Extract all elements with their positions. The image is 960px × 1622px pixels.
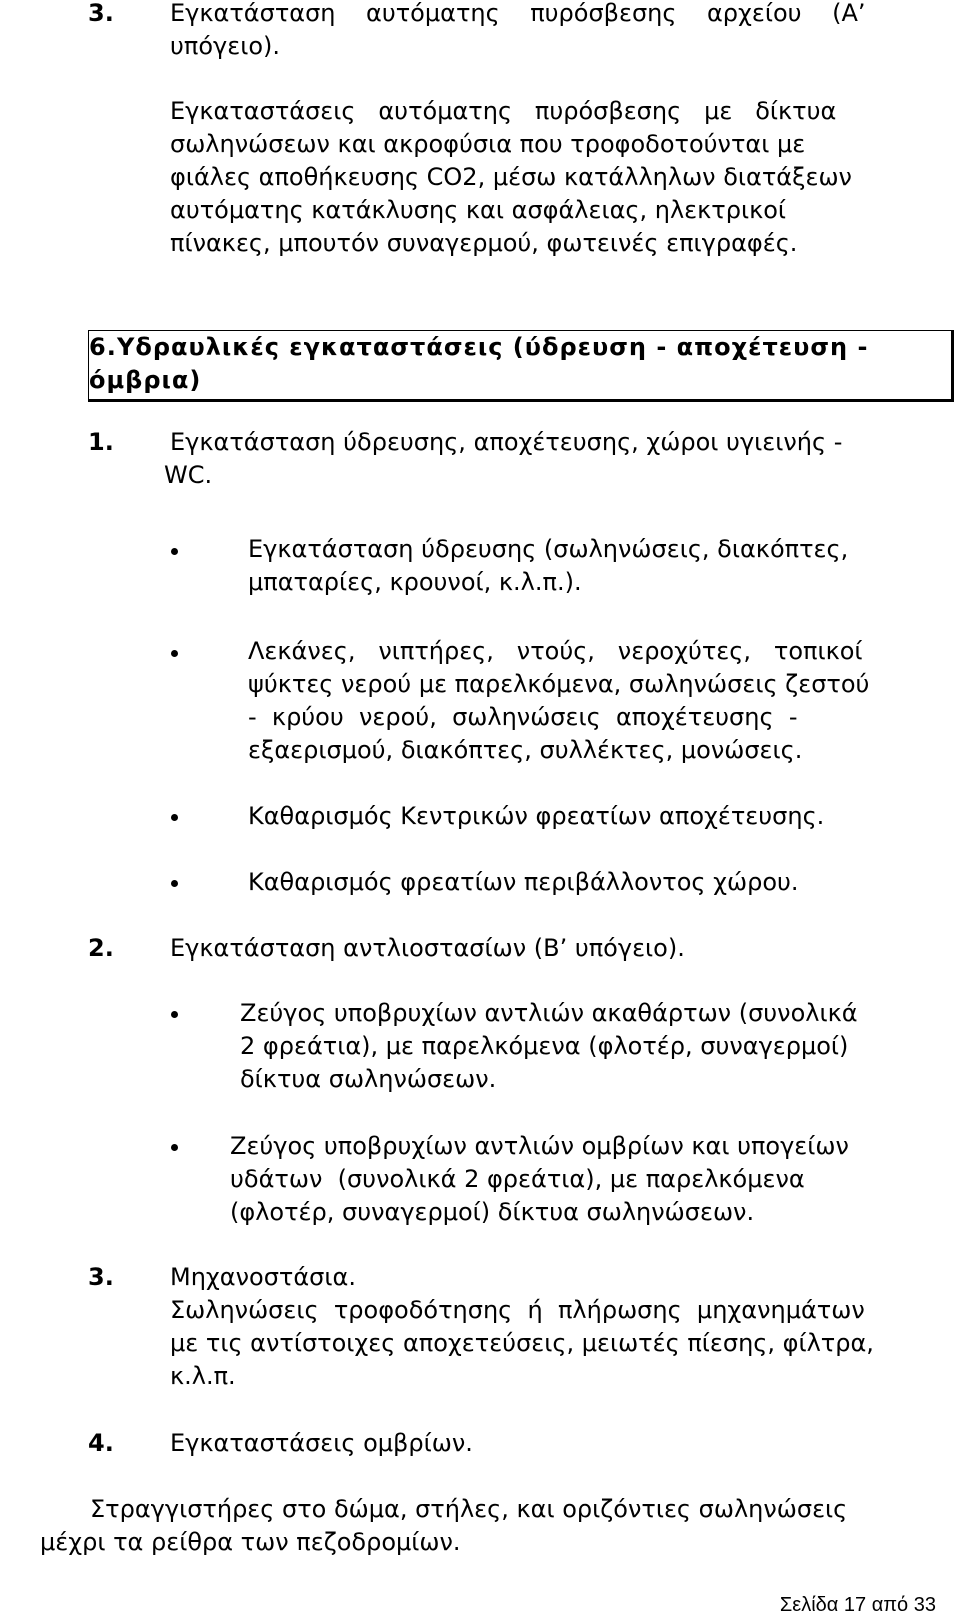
bullet-icon (171, 814, 178, 821)
list-item (230, 1130, 940, 1229)
paragraph-line: αυτόματης κατάκλυσης και ασφάλειας, ηλεκτρικοί (170, 196, 787, 224)
item-block (170, 1261, 950, 1393)
paragraph-line: μέχρι τα ρείθρα των πεζοδρομίων. (40, 1528, 461, 1556)
paragraph-line: κ.λ.π. (170, 1362, 236, 1390)
item-number: 1. (88, 428, 114, 456)
item-title (170, 0, 950, 63)
title-line: Εγκατάσταση αυτόματης πυρόσβεσης αρχείου (Α’ (170, 0, 866, 27)
paragraph-line: Σωληνώσεις τροφοδότησης ή πλήρωσης μηχανημάτων (170, 1296, 865, 1324)
bullet-icon (171, 650, 178, 657)
list-item: Καθαρισμός Κεντρικών φρεατίων αποχέτευσης. (248, 802, 825, 830)
heading-title (89, 331, 947, 397)
bullet-icon (171, 1011, 178, 1018)
paragraph-line: φιάλες αποθήκευσης CO2, μέσω κατάλληλων διατάξεων (170, 163, 852, 191)
page-number: Σελίδα 17 από 33 (779, 1594, 936, 1616)
list-item-line: Εγκατάσταση ύδρευσης (σωληνώσεις, διακόπτες, (248, 535, 849, 563)
list-item-line: Ζεύγος υποβρυχίων αντλιών ακαθάρτων (συνολικά (240, 999, 858, 1027)
fire-suppression-paragraph (170, 95, 950, 260)
list-item-line: υδάτων (συνολικά 2 φρεάτια), με παρελκόμενα (230, 1165, 805, 1193)
title-line: Εγκατάσταση ύδρευσης, αποχέτευσης, χώροι υγιεινής - (170, 428, 843, 456)
item-number: 2. (88, 934, 114, 962)
paragraph-line: σωληνώσεων και ακροφύσια που τροφοδοτούνται με (170, 130, 806, 158)
paragraph-line: με τις αντίστοιχες αποχετεύσεις, μειωτές πίεσης, φίλτρα, (170, 1329, 874, 1357)
list-item-line: ψύκτες νερού με παρελκόμενα, σωληνώσεις ζεστού (248, 670, 870, 698)
title-line: WC. (164, 461, 213, 489)
title-line: υπόγειο). (170, 32, 280, 60)
paragraph-line: Στραγγιστήρες στο δώμα, στήλες, και οριζόντιες σωληνώσεις (90, 1495, 848, 1523)
list-item: Καθαρισμός φρεατίων περιβάλλοντος χώρου. (248, 868, 799, 896)
list-item-line: Ζεύγος υποβρυχίων αντλιών ομβρίων και υπογείων (230, 1132, 849, 1160)
list-item-line: εξαερισμού, διακόπτες, συλλέκτες, μονώσεις. (248, 736, 803, 764)
list-item (248, 635, 950, 767)
section-heading-box (88, 330, 954, 402)
item-title (164, 426, 950, 492)
list-item-line: (φλοτέρ, συναγερμοί) δίκτυα σωληνώσεων. (230, 1198, 755, 1226)
heading-line: Υδραυλικές εγκαταστάσεις (ύδρευση - αποχέτευση - (117, 333, 869, 361)
item-number: 4. (88, 1429, 114, 1457)
list-item (248, 533, 950, 599)
heading-line: όμβρια) (89, 366, 202, 394)
item-title: Εγκατάσταση αντλιοστασίων (Β’ υπόγειο). (170, 934, 685, 962)
paragraph-line: Εγκαταστάσεις αυτόματης πυρόσβεσης με δίκτυα (170, 97, 837, 125)
list-item (240, 997, 940, 1096)
heading-number: 6. (89, 333, 117, 361)
list-item-line: Λεκάνες, νιπτήρες, ντούς, νεροχύτες, τοπικοί (248, 637, 863, 665)
list-item-line: 2 φρεάτια), με παρελκόμενα (φλοτέρ, συναγερμοί) (240, 1032, 849, 1060)
bullet-icon (171, 1144, 178, 1151)
item-number: 3. (88, 0, 114, 27)
item-title: Εγκαταστάσεις ομβρίων. (170, 1429, 473, 1457)
closing-paragraph (40, 1493, 950, 1559)
list-item-line: δίκτυα σωληνώσεων. (240, 1065, 497, 1093)
item-number: 3. (88, 1263, 114, 1291)
bullet-icon (171, 880, 178, 887)
item-title: Μηχανοστάσια. (170, 1263, 356, 1291)
list-item-line: μπαταρίες, κρουνοί, κ.λ.π.). (248, 568, 582, 596)
bullet-icon (171, 548, 178, 555)
list-item-line: - κρύου νερού, σωληνώσεις αποχέτευσης - (248, 703, 798, 731)
paragraph-line: πίνακες, μπουτόν συναγερμού, φωτεινές επιγραφές. (170, 229, 798, 257)
